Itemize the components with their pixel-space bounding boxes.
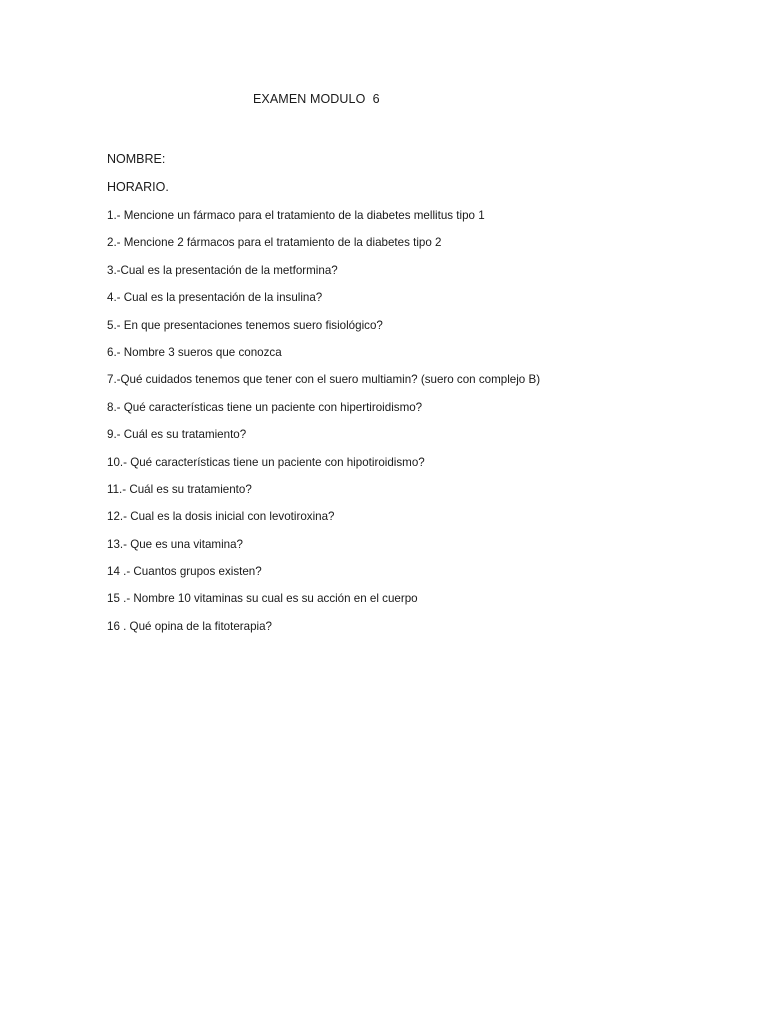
question-item: 2.- Mencione 2 fármacos para el tratamiento de la diabetes tipo 2 <box>107 236 442 250</box>
question-item: 6.- Nombre 3 sueros que conozca <box>107 345 282 359</box>
question-list <box>107 208 540 646</box>
schedule-field-label: HORARIO. <box>107 180 169 194</box>
question-item: 4.- Cual es la presentación de la insulina? <box>107 291 323 305</box>
exam-title: EXAMEN MODULO 6 <box>253 92 380 106</box>
question-item: 8.- Qué características tiene un paciente con hipertiroidismo? <box>107 400 423 414</box>
question-item: 11.- Cuál es su tratamiento? <box>107 482 252 496</box>
question-item: 12.- Cual es la dosis inicial con levotiroxina? <box>107 510 335 524</box>
question-item: 16 . Qué opina de la fitoterapia? <box>107 619 273 633</box>
question-item: 1.- Mencione un fármaco para el tratamiento de la diabetes mellitus tipo 1 <box>107 209 485 222</box>
question-item: 14 .- Cuantos grupos existen? <box>107 565 262 579</box>
question-item: 15 .- Nombre 10 vitaminas su cual es su acción en el cuerpo <box>107 592 418 606</box>
question-item: 3.-Cual es la presentación de la metformina? <box>107 263 338 277</box>
question-item: 5.- En que presentaciones tenemos suero fisiológico? <box>107 318 383 332</box>
question-item: 10.- Qué características tiene un paciente con hipotiroidismo? <box>107 455 425 469</box>
question-item: 7.-Qué cuidados tenemos que tener con el suero multiamin? (suero con complejo B) <box>107 373 541 387</box>
question-item: 13.- Que es una vitamina? <box>107 537 243 551</box>
question-item: 9.- Cuál es su tratamiento? <box>107 428 247 442</box>
name-field-label: NOMBRE: <box>107 152 166 166</box>
